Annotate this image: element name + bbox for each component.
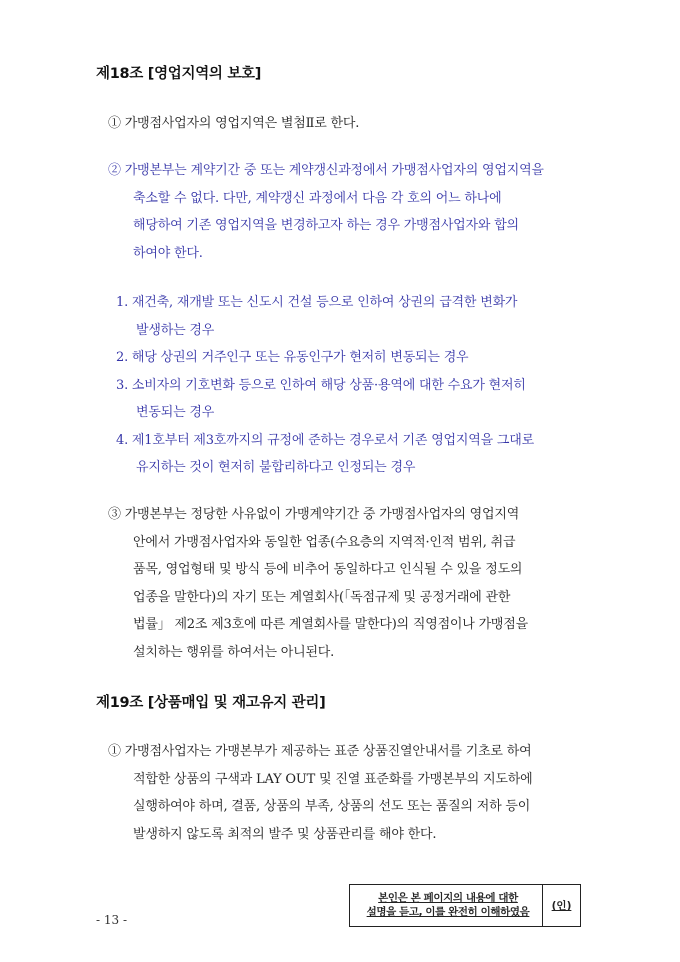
list-item: 1. 재건축, 재개발 또는 신도시 건설 등으로 인하여 상권의 급격한 변화가 — [116, 295, 518, 310]
article-18-paragraph-2 — [108, 157, 584, 267]
text-line: 적합한 상품의 구색과 LAY OUT 및 진열 표준화를 가맹본부의 지도하에 — [133, 771, 533, 787]
list-item: 4. 제1호부터 제3호까지의 규정에 준하는 경우로서 기존 영업지역을 그대로 — [116, 432, 534, 448]
article-19-heading: 제19조 [상품매입 및 재고유지 관리] — [96, 695, 326, 711]
list-item-continuation: 유지하는 것이 현저히 불합리하다고 인정되는 경우 — [136, 460, 416, 475]
article-19-paragraph-1 — [108, 738, 584, 848]
text-line: 법률」 제2조 제3호에 따른 계열회사를 말한다)의 직영점이나 가맹점을 — [133, 617, 529, 632]
confirmation-line-1: 본인은 본 페이지의 내용에 대한 — [378, 892, 518, 904]
confirmation-stamp-box — [349, 884, 581, 927]
text-line: 실행하여야 하며, 결품, 상품의 부족, 상품의 선도 또는 품질의 저하 등이 — [133, 799, 531, 814]
text-line: ② 가맹본부는 계약기간 중 또는 계약갱신과정에서 가맹점사업자의 영업지역을 — [108, 163, 544, 178]
list-item-continuation: 발생하는 경우 — [136, 322, 215, 338]
page-number: - 13 - — [96, 913, 128, 927]
confirmation-line-2: 설명을 듣고, 이를 완전히 이해하였음 — [366, 906, 530, 918]
text-line: ① 가맹점사업자는 가맹본부가 제공하는 표준 상품진열안내서를 기초로 하여 — [108, 744, 532, 759]
text-line: 업종을 말한다)의 자기 또는 계열회사(「독점규제 및 공정거래에 관한 — [133, 589, 511, 605]
text-line: ① 가맹점사업자의 영업지역은 별첨Ⅱ로 한다. — [108, 116, 360, 131]
text-line: 발생하지 않도록 최적의 발주 및 상품관리를 해야 한다. — [133, 826, 437, 842]
article-18-item-list — [116, 289, 586, 482]
list-item: 3. 소비자의 기호변화 등으로 인하여 해당 상품·용역에 대한 수요가 현저히 — [116, 377, 526, 393]
article-18-heading: 제18조 [영업지역의 보호] — [96, 66, 262, 82]
seal-field[interactable]: (인) — [551, 900, 572, 912]
list-item-continuation: 변동되는 경우 — [136, 405, 215, 420]
text-line: 품목, 영업형태 및 방식 등에 비추어 동일하다고 인식될 수 있을 정도의 — [133, 562, 523, 577]
text-line: 설치하는 행위를 하여서는 아니된다. — [133, 644, 335, 660]
text-line: 하여야 한다. — [133, 245, 203, 261]
article-18-paragraph-3 — [108, 501, 584, 666]
list-item: 2. 해당 상권의 거주인구 또는 유동인구가 현저히 변동되는 경우 — [116, 350, 469, 365]
text-line: 해당하여 기존 영업지역을 변경하고자 하는 경우 가맹점사업자와 합의 — [133, 218, 519, 233]
text-line: 축소할 수 없다. 다만, 계약갱신 과정에서 다음 각 호의 어느 하나에 — [133, 190, 502, 206]
article-18-paragraph-1 — [108, 110, 584, 138]
text-line: ③ 가맹본부는 정당한 사유없이 가맹계약기간 중 가맹점사업자의 영업지역 — [108, 507, 520, 522]
text-line: 안에서 가맹점사업자와 동일한 업종(수요층의 지역적·인적 범위, 취급 — [133, 534, 516, 550]
confirmation-statement — [350, 885, 543, 926]
